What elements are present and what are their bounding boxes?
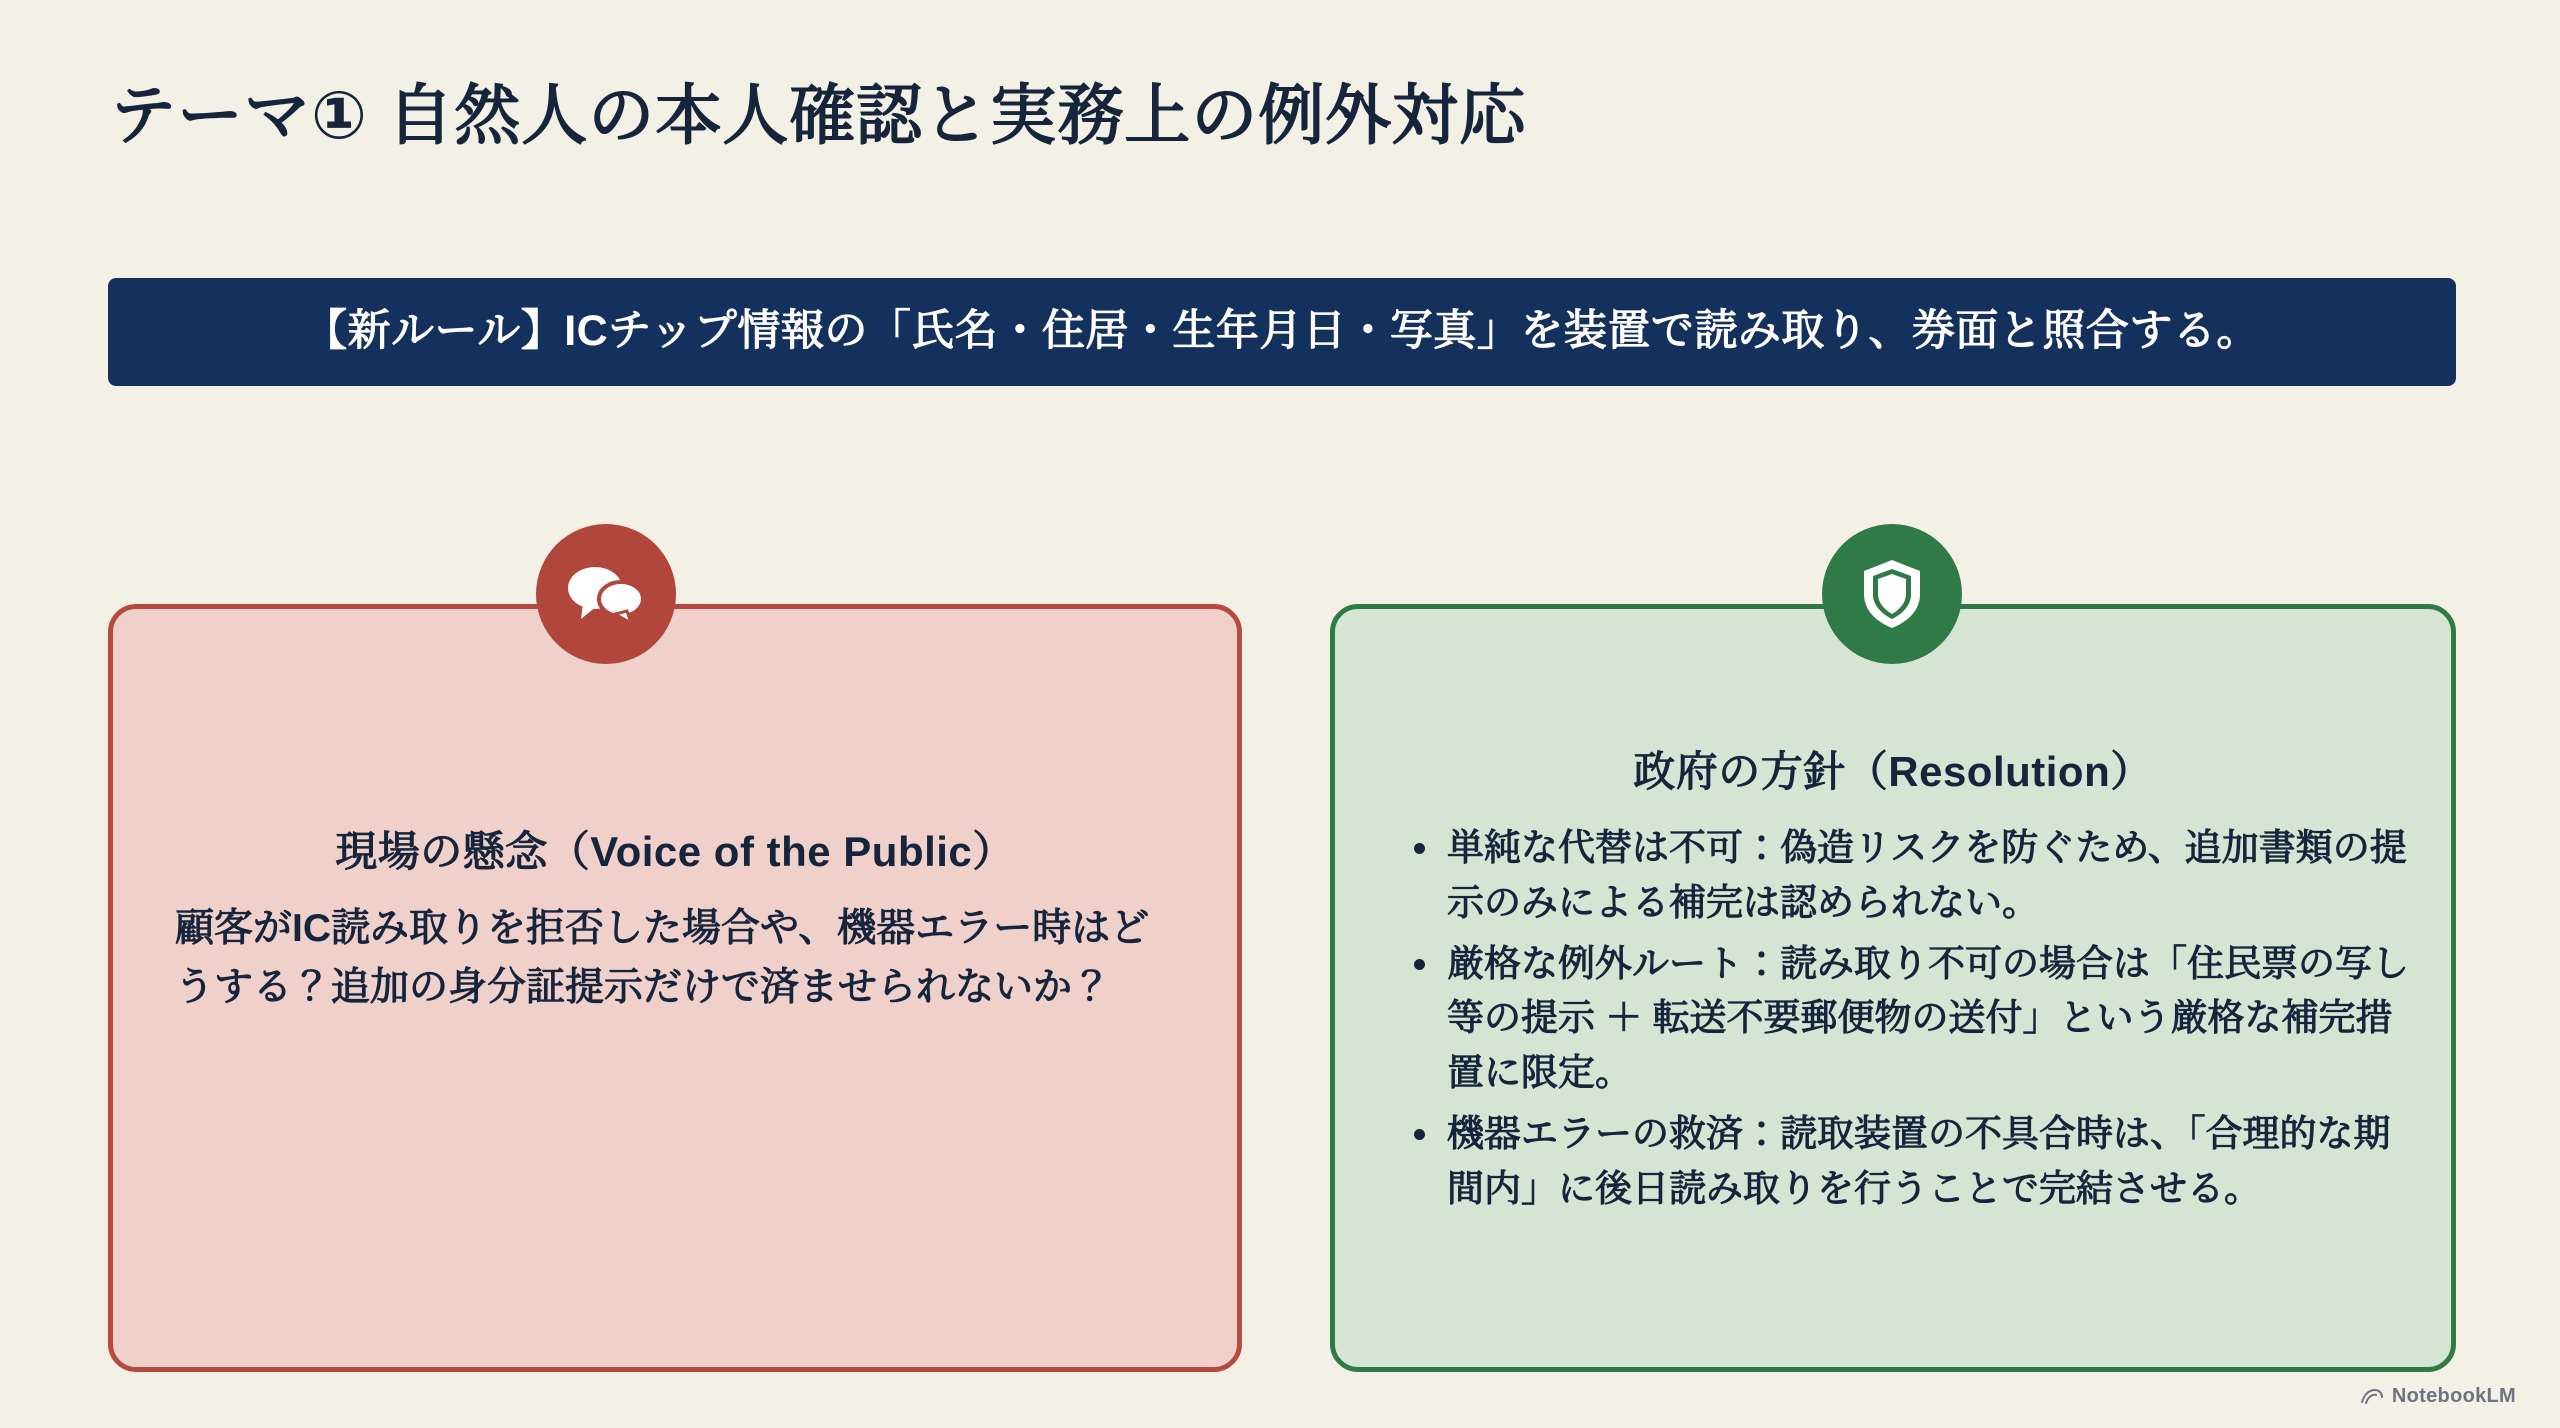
new-rule-banner bbox=[108, 278, 2456, 386]
card-government-resolution bbox=[1330, 604, 2456, 1372]
card-right-heading: 政府の方針（Resolution） bbox=[1633, 748, 2153, 795]
new-rule-banner-text: 【新ルール】ICチップ情報の「氏名・住居・生年月日・写真」を装置で読み取り、券面と照合する。 bbox=[304, 307, 2260, 356]
list-item: • 機器エラーの救済：読取装置の不具合時は、「合理的な期間内」に後日読み取りを行うことで完結させる。 bbox=[1443, 1107, 2411, 1217]
list-item: • 単純な代替は不可：偽造リスクを防ぐため、追加書類の提示のみによる補完は認められない。 bbox=[1443, 821, 2411, 931]
page-title: テーマ① 自然人の本人確認と実務上の例外対応 bbox=[110, 78, 1527, 152]
notebooklm-logo-icon bbox=[2361, 1388, 2383, 1406]
notebooklm-watermark bbox=[2361, 1385, 2516, 1408]
card-voice-of-public bbox=[108, 604, 1242, 1372]
resolution-list bbox=[1391, 821, 2411, 1222]
notebooklm-label: NotebookLM bbox=[2391, 1385, 2516, 1407]
list-item: • 厳格な例外ルート：読み取り不可の場合は「住民票の写し等の提示 ＋ 転送不要郵便物の送付」という厳格な補完措置に限定。 bbox=[1443, 937, 2411, 1101]
speech-bubbles-icon bbox=[536, 524, 676, 664]
card-left-heading: 現場の懸念（Voice of the Public） bbox=[335, 828, 1015, 875]
card-left-body: 顧客がIC読み取りを拒否した場合や、機器エラー時はどうする？追加の身分証提示だけで済ませられないか？ bbox=[175, 907, 1150, 1010]
shield-icon bbox=[1822, 524, 1962, 664]
